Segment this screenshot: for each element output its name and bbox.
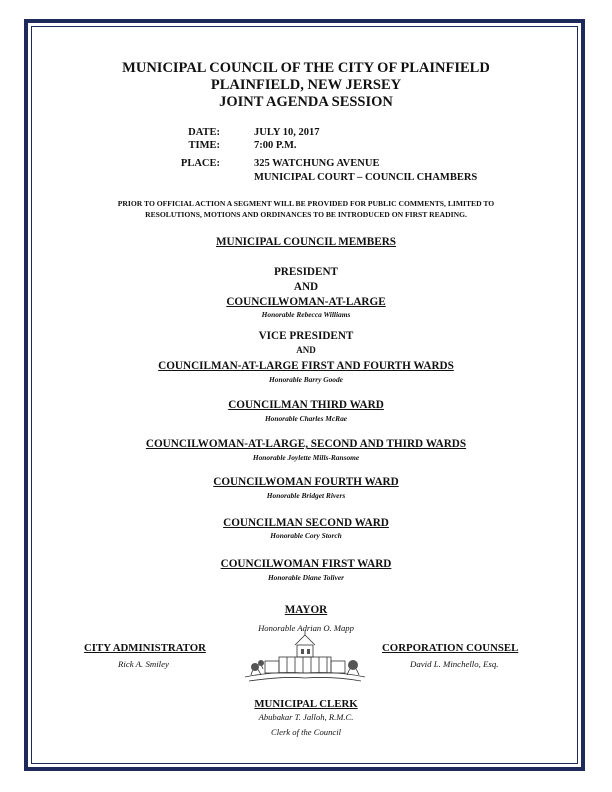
- corporation-counsel-title: CORPORATION COUNSEL: [382, 642, 519, 654]
- vice-president-and: AND: [296, 345, 316, 355]
- member-title-1: COUNCILMAN THIRD WARD: [228, 399, 384, 411]
- municipal-clerk-title: MUNICIPAL CLERK: [254, 698, 358, 710]
- city-hall-seal-icon: [243, 631, 367, 687]
- member-name-1: Honorable Charles McRae: [264, 414, 348, 423]
- member-name-3: Honorable Bridget Rivers: [266, 491, 346, 500]
- city-administrator-name: Rick A. Smiley: [118, 659, 169, 669]
- place-label: PLACE:: [180, 158, 220, 169]
- member-title-4: COUNCILMAN SECOND WARD: [223, 517, 389, 529]
- mayor-title: MAYOR: [284, 604, 328, 616]
- president-title: COUNCILWOMAN-AT-LARGE: [226, 296, 386, 308]
- city-administrator-title: CITY ADMINISTRATOR: [84, 642, 206, 654]
- date-value: JULY 10, 2017: [254, 127, 320, 138]
- corporation-counsel-name: David L. Minchello, Esq.: [410, 659, 499, 669]
- title-line-2: PLAINFIELD, NEW JERSEY: [210, 77, 402, 93]
- mayor-name: Honorable Adrian O. Mapp: [258, 623, 354, 633]
- president-label: PRESIDENT: [273, 266, 339, 278]
- place-line-2: MUNICIPAL COURT – COUNCIL CHAMBERS: [254, 172, 478, 183]
- member-title-2: COUNCILWOMAN-AT-LARGE, SECOND AND THIRD WARDS: [145, 438, 467, 450]
- date-label: DATE:: [188, 127, 220, 138]
- public-comment-notice-line-2: RESOLUTIONS, MOTIONS AND ORDINANCES TO BE INTRODUCED ON FIRST READING.: [145, 210, 467, 219]
- title-line-1: MUNICIPAL COUNCIL OF THE CITY OF PLAINFIELD: [122, 60, 490, 76]
- member-name-2: Honorable Joylette Mills-Ransome: [252, 453, 360, 462]
- time-value: 7:00 P.M.: [254, 140, 297, 151]
- vice-president-name: Honorable Barry Goode: [269, 375, 343, 384]
- vice-president-label: VICE PRESIDENT: [258, 330, 354, 342]
- member-name-5: Honorable Diane Toliver: [267, 573, 345, 582]
- public-comment-notice-line-1: PRIOR TO OFFICIAL ACTION A SEGMENT WILL BE PROVIDED FOR PUBLIC COMMENTS, LIMITED TO: [117, 199, 495, 208]
- member-name-4: Honorable Cory Storch: [270, 531, 342, 540]
- municipal-clerk-role: Clerk of the Council: [271, 727, 341, 737]
- municipal-clerk-name: Abubakar T. Jalloh, R.M.C.: [258, 712, 354, 722]
- place-line-1: 325 WATCHUNG AVENUE: [254, 158, 380, 169]
- president-name: Honorable Rebecca Williams: [261, 310, 351, 319]
- time-label: TIME:: [188, 140, 220, 151]
- title-line-3: JOINT AGENDA SESSION: [219, 94, 393, 110]
- member-title-5: COUNCILWOMAN FIRST WARD: [220, 558, 392, 570]
- council-members-heading: MUNICIPAL COUNCIL MEMBERS: [215, 236, 397, 248]
- president-and: AND: [293, 281, 319, 293]
- vice-president-title: COUNCILMAN-AT-LARGE FIRST AND FOURTH WARDS: [158, 360, 454, 372]
- member-title-3: COUNCILWOMAN FOURTH WARD: [213, 476, 399, 488]
